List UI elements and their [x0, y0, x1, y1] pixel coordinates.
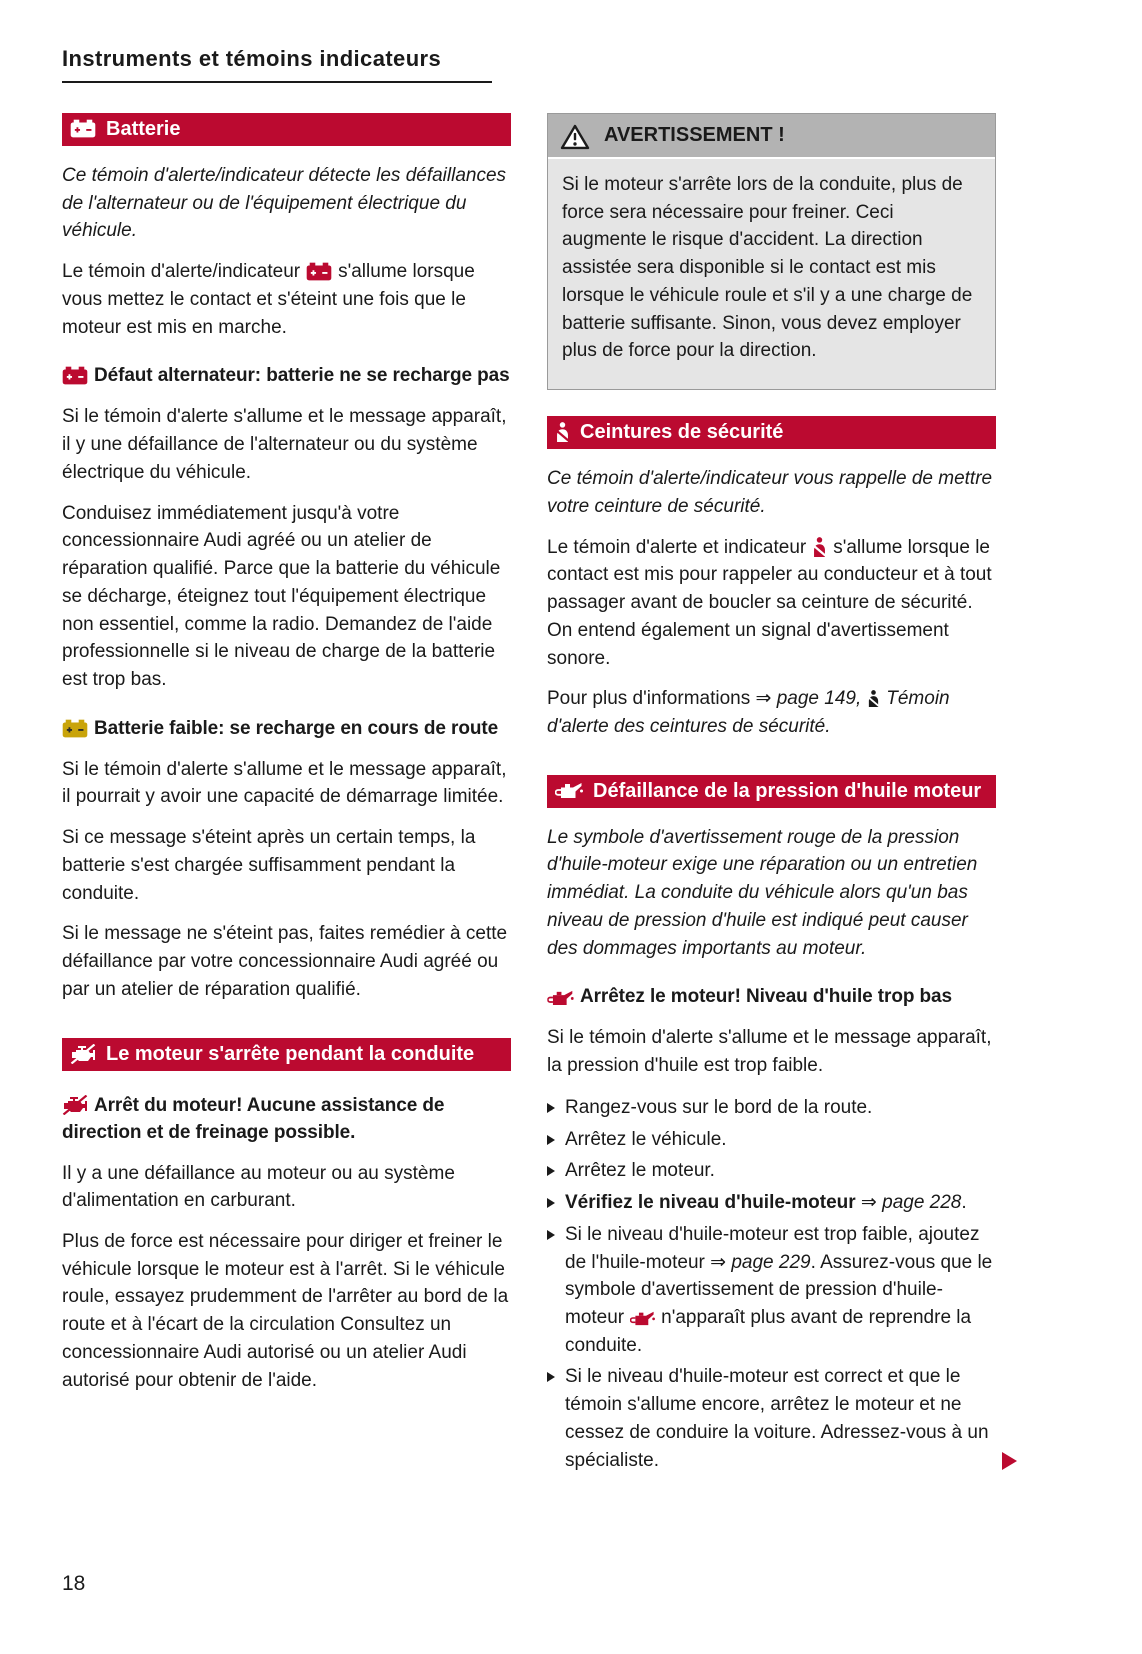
bullet-arrow-icon	[547, 1198, 555, 1208]
oil-pressure-icon	[547, 989, 574, 1006]
section-title-batterie: Batterie	[106, 118, 181, 140]
page-header: Instruments et témoins indicateurs	[62, 46, 492, 83]
bullet-arrow-icon	[547, 1166, 555, 1176]
seatbelt-icon	[555, 422, 570, 442]
paragraph: Conduisez immédiatement jusqu'à votre concessionnaire Audi agréé ou un atelier de réparation qualifié. Parce que la batterie du véhicule se décharge, éteignez tout l'équipement électrique non essentiel, comme la radio. Demandez de l'aide professionnelle si le niveau de charge de la batterie est trop bas.	[62, 502, 501, 690]
next-page-arrow	[1002, 1452, 1017, 1470]
paragraph: Si le témoin d'alerte s'allume et le message apparaît, il pourrait y avoir une capacité de démarrage limitée.	[62, 758, 507, 808]
text-segment: Le témoin d'alerte et indicateur	[547, 536, 807, 558]
text-segment: s'allume lorsque le contact est mis pour rappeler au conducteur et à tout passager avant de boucler sa ceinture de sécurité. On entend également un signal d'avertissement sonore.	[547, 536, 992, 669]
list-item-text: Rangez-vous sur le bord de la route.	[565, 1096, 873, 1118]
list-item-text: Arrêtez le véhicule.	[565, 1128, 727, 1150]
section-title-ceintures: Ceintures de sécurité	[580, 421, 784, 444]
subheading-arret-moteur	[62, 1093, 511, 1147]
paragraph: Il y a une défaillance au moteur ou au système d'alimentation en carburant.	[62, 1162, 455, 1212]
subheading-text: Défaut alternateur: batterie ne se recharge pas	[94, 365, 510, 387]
subheading-text: Batterie faible: se recharge en cours de route	[94, 717, 499, 739]
oil-pressure-icon	[630, 1310, 655, 1326]
warning-triangle-icon	[560, 124, 590, 150]
section-title-moteur: Le moteur s'arrête pendant la conduite	[106, 1042, 475, 1065]
engine-failure-icon	[62, 1095, 88, 1115]
section-batterie	[62, 113, 511, 1004]
list-item	[547, 1094, 996, 1122]
bullet-list	[547, 1094, 996, 1475]
engine-failure-icon	[70, 1044, 96, 1064]
content-columns	[62, 113, 996, 1508]
list-item	[547, 1221, 996, 1360]
text-segment: .	[961, 1192, 967, 1214]
text-segment: Le témoin d'alerte/indicateur	[62, 261, 301, 283]
warning-text: Si le moteur s'arrête lors de la conduite, plus de force sera nécessaire pour freiner. Ceci augmente le risque d'accident. La direction assistée sera disponible si le contact est mis lorsque le véhicule roule et s'il y a une charge de batterie suffisante. Sinon, vous devez employer plus de force pour la direction.	[562, 174, 973, 362]
list-item	[547, 1363, 996, 1474]
paragraph	[547, 685, 996, 740]
seatbelt-icon	[867, 690, 880, 707]
lead-paragraph: Le symbole d'avertissement rouge de la pression d'huile-moteur exige une réparation ou un entretien immédiat. La conduite du véhicule alors qu'un bas niveau de pression d'huile est indiqué peut causer des dommages importants au moteur.	[547, 826, 978, 959]
section-huile	[547, 775, 996, 1475]
section-moteur-arrete	[62, 1038, 511, 1395]
section-ceintures	[547, 416, 996, 741]
list-item	[547, 1157, 996, 1185]
text-segment: n'apparaît plus avant de reprendre la conduite.	[565, 1307, 972, 1356]
section-bar-moteur	[62, 1038, 511, 1071]
subheading-text: Arrêtez le moteur! Niveau d'huile trop bas	[580, 986, 952, 1008]
lead-paragraph: Ce témoin d'alerte/indicateur détecte les défaillances de l'alternateur ou de l'équipement électrique du véhicule.	[62, 165, 507, 242]
page-reference: page 228	[882, 1192, 962, 1214]
subheading-arretez-moteur	[547, 984, 996, 1011]
text-segment: Pour plus d'informations ⇒	[547, 688, 777, 710]
paragraph: Si ce message s'éteint après un certain temps, la batterie s'est chargée suffisamment pendant la conduite.	[62, 827, 476, 904]
oil-pressure-icon	[555, 781, 583, 799]
list-item-text: Arrêtez le moteur.	[565, 1160, 715, 1182]
list-item	[547, 1126, 996, 1154]
paragraph	[62, 258, 511, 341]
battery-icon	[70, 119, 96, 138]
lead-paragraph: Ce témoin d'alerte/indicateur vous rappelle de mettre votre ceinture de sécurité.	[547, 468, 993, 517]
warning-box	[547, 113, 996, 390]
warning-box-body	[548, 159, 995, 389]
paragraph	[547, 534, 996, 673]
list-item	[547, 1189, 996, 1217]
section-bar-huile	[547, 775, 996, 808]
battery-warning-icon	[306, 262, 332, 281]
page-reference: page 229	[731, 1251, 811, 1273]
list-item-text	[565, 1221, 996, 1360]
subheading-text: Arrêt du moteur! Aucune assistance de direction et de freinage possible.	[62, 1094, 445, 1143]
chapter-reference: Témoin d'alerte des ceintures de sécurité.	[547, 688, 950, 738]
section-title-huile: Défaillance de la pression d'huile moteur	[593, 779, 982, 802]
subheading-defaut-alternateur	[62, 363, 511, 390]
battery-warning-icon	[62, 366, 88, 385]
text-segment: Si le niveau d'huile-moteur est trop faible, ajoutez de l'huile-moteur ⇒	[565, 1223, 980, 1273]
list-item-text	[565, 1189, 996, 1217]
warning-title: AVERTISSEMENT !	[604, 124, 785, 146]
list-item-text: Si le niveau d'huile-moteur est correct et que le témoin s'allume encore, arrêtez le moteur et ne cessez de conduire la voiture. Adressez-vous à un spécialiste.	[565, 1366, 989, 1471]
section-bar-batterie	[62, 113, 511, 146]
paragraph: Si le témoin d'alerte s'allume et le message apparaît, la pression d'huile est trop faible.	[547, 1027, 992, 1077]
battery-low-icon	[62, 719, 88, 738]
page-number: 18	[62, 1572, 86, 1595]
bullet-arrow-icon	[547, 1372, 555, 1382]
paragraph: Si le message ne s'éteint pas, faites remédier à cette défaillance par votre concessionnaire Audi agréé ou par un atelier de réparation qualifié.	[62, 923, 508, 1000]
text-segment: ⇒	[855, 1192, 883, 1214]
warning-box-header	[548, 114, 995, 159]
subheading-batterie-faible	[62, 716, 511, 743]
section-bar-ceintures	[547, 416, 996, 449]
text-segment: s'allume lorsque vous mettez le contact et s'éteint une fois que le moteur est mis en marche.	[62, 261, 475, 338]
page-reference: page 149,	[776, 688, 862, 710]
bullet-arrow-icon	[547, 1230, 555, 1240]
bullet-arrow-icon	[547, 1135, 555, 1145]
bullet-arrow-icon	[547, 1103, 555, 1113]
paragraph: Plus de force est nécessaire pour diriger et freiner le véhicule lorsque le moteur est à l'arrêt. Si le véhicule roule, essayez prudemment de l'arrêter au bord de la route et à l'écart de la circulation Consultez un concessionnaire Audi autorisé ou un atelier Audi autorisé pour obtenir de l'aide.	[62, 1230, 509, 1391]
left-column	[62, 113, 511, 1508]
seatbelt-warning-icon	[812, 537, 827, 557]
paragraph: Si le témoin d'alerte s'allume et le message apparaît, il y une défaillance de l'alternateur ou du système électrique du véhicule.	[62, 406, 507, 483]
text-segment: Vérifiez le niveau d'huile-moteur	[565, 1192, 856, 1214]
right-column	[547, 113, 996, 1508]
text-segment: . Assurez-vous que le symbole d'avertissement de pression d'huile-moteur	[565, 1251, 993, 1328]
